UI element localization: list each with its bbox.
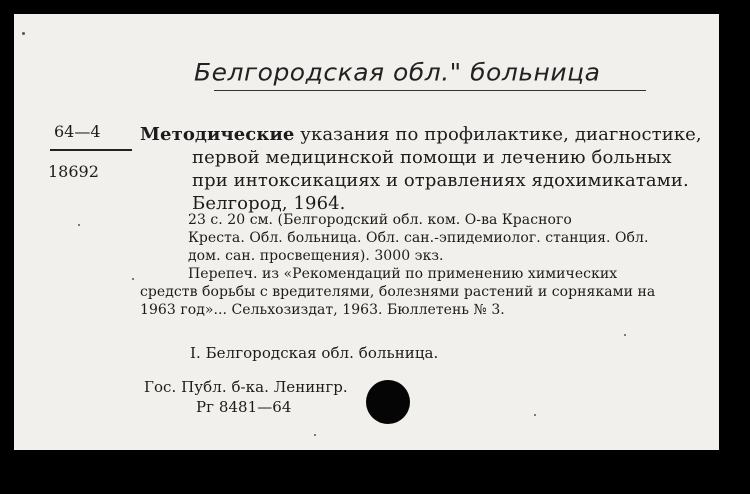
scan-speck — [314, 434, 316, 436]
note-line-1: Перепеч. из «Рекомендаций по применению химических — [188, 266, 618, 282]
note-line-2: средств борьбы с вредителями, болезнями растений и сорняками на — [140, 284, 656, 300]
scan-speck — [534, 414, 536, 416]
call-number-divider — [50, 149, 132, 151]
description-line-2: Креста. Обл. больница. Обл. сан.-эпидемиолог. станция. Обл. — [188, 230, 649, 246]
title-lead: Методические — [140, 124, 295, 145]
title-line-3: при интоксикациях и отравлениях ядохимикатами. — [192, 170, 689, 191]
title-line-4: Белгород, 1964. — [192, 193, 346, 214]
description-line-1: 23 с. 20 см. (Белгородский обл. ком. О-ва Красного — [188, 212, 572, 228]
note-line-3: 1963 год»... Сельхозиздат, 1963. Бюллетень № 3. — [140, 302, 505, 318]
title-line-2: первой медицинской помощи и лечению больных — [192, 147, 672, 168]
heading-underline — [214, 90, 646, 91]
call-number-top: 64—4 — [54, 122, 101, 141]
scan-speck — [624, 334, 626, 336]
description-line-3: дом. сан. просвещения). 3000 экз. — [188, 248, 444, 264]
catalog-card — [14, 14, 719, 450]
scan-speck — [22, 32, 25, 35]
ink-stamp-blot — [366, 380, 410, 424]
handwritten-heading: Белгородская обл." больница — [194, 58, 601, 87]
title-line-1 — [140, 124, 702, 145]
title-line-1-rest: указания по профилактике, диагностике, — [294, 124, 702, 145]
scan-speck — [78, 224, 80, 226]
scan-speck — [132, 278, 134, 280]
holding-library-line-1: Гос. Публ. б-ка. Ленингр. — [144, 378, 348, 396]
call-number-bottom: 18692 — [48, 162, 99, 181]
tracing-entry: I. Белгородская обл. больница. — [190, 344, 439, 362]
holding-library-line-2: Рг 8481—64 — [196, 398, 292, 416]
